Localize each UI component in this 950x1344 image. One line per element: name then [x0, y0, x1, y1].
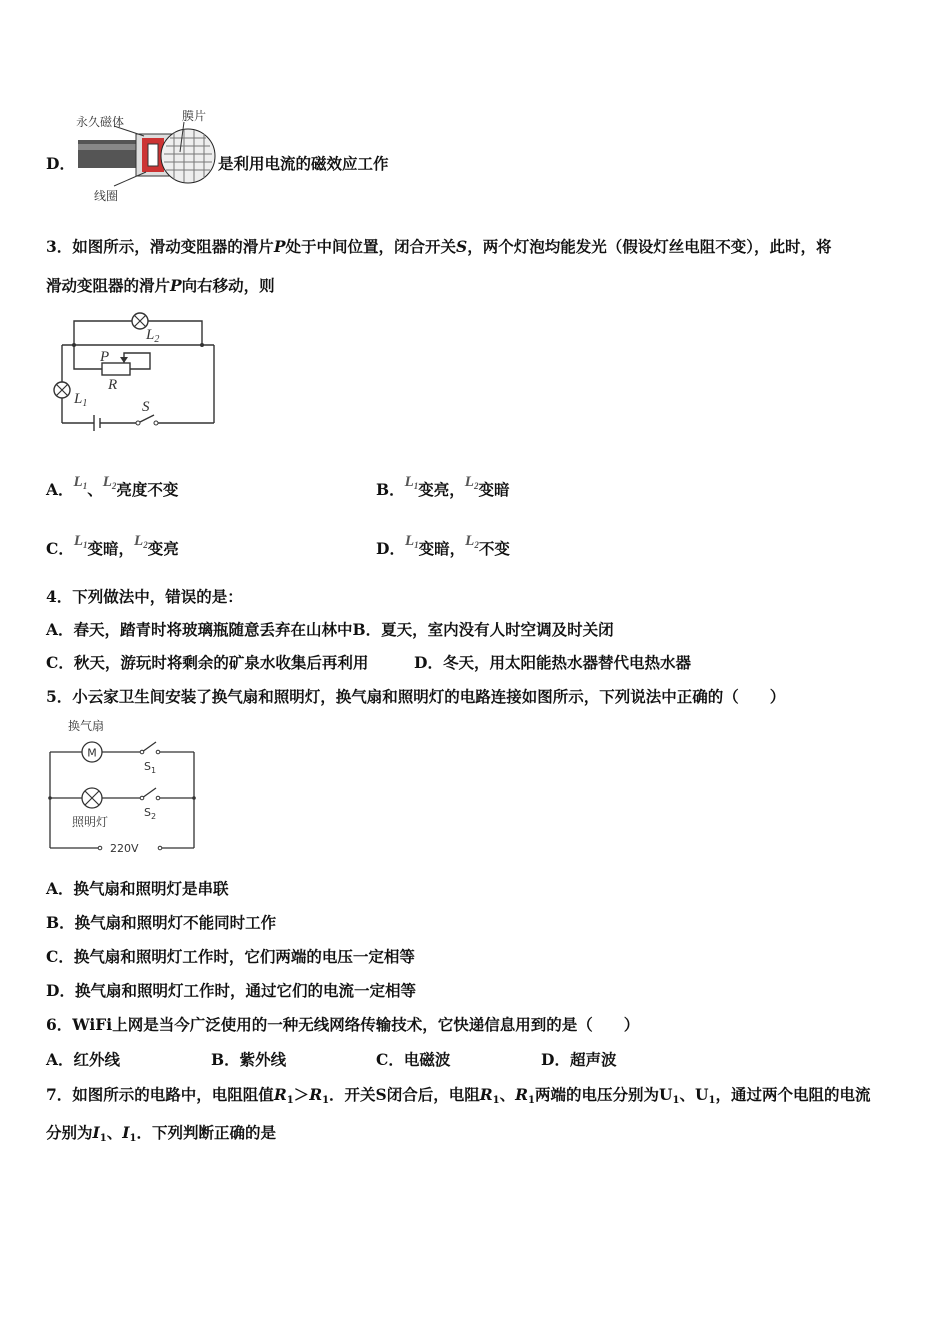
q6-option-c[interactable]: C．电磁波: [376, 1050, 451, 1069]
svg-text:220V: 220V: [110, 842, 139, 855]
q3-circuit-diagram: [46, 305, 226, 440]
q6-option-a[interactable]: A．红外线: [46, 1050, 121, 1069]
q5-circuit-diagram: [46, 712, 206, 860]
q5-option-c[interactable]: C．换气扇和照明灯工作时，它们两端的电压一定相等: [46, 947, 415, 966]
q2-option-d-letter: D．: [46, 154, 75, 173]
q3-option-b[interactable]: B．$L_1$变亮，$L_2$变暗: [376, 474, 510, 499]
q2-option-d-text: 是利用电流的磁效应工作: [218, 154, 389, 173]
label-diaphragm: 膜片: [182, 109, 207, 123]
svg-text:换气扇: 换气扇: [68, 719, 105, 733]
svg-text:P: P: [100, 349, 110, 365]
q3-option-c[interactable]: C．$L_1$变暗，$L_2$变亮: [46, 533, 179, 558]
microphone-figure: [74, 100, 219, 205]
svg-text:照明灯: 照明灯: [72, 815, 109, 829]
q4-option-c[interactable]: C．秋天，游玩时将剩余的矿泉水收集后再利用: [46, 653, 369, 672]
label-magnet: 永久磁体: [76, 115, 125, 129]
q3-line-2: 滑动变阻器的滑片P向右移动，则: [46, 276, 275, 295]
q7-line-1: 7．如图所示的电路中，电阻阻值$R_1>R_1$．开关S闭合后，电阻$R_1$、$R_1$两端的电压分别为$U_1$、$U_1$，通过两个电阻的电流: [46, 1085, 871, 1106]
svg-text:L1: $L_1$: [74, 391, 88, 409]
svg-text:S2: $S_2$: [144, 806, 157, 821]
diaphragm-shape: [161, 129, 215, 183]
q4-option-d[interactable]: D．冬天，用太阳能热水器替代电热水器: [414, 653, 691, 672]
q3-option-d[interactable]: D．$L_1$变暗，$L_2$不变: [376, 533, 510, 558]
q4-stem: 4．下列做法中，错误的是：: [46, 587, 243, 606]
q5-stem: 5．小云家卫生间安装了换气扇和照明灯，换气扇和照明灯的电路连接如图所示，下列说法中正确的（ ）: [46, 687, 786, 706]
q6-stem: 6．WiFi上网是当今广泛使用的一种无线网络传输技术，它快递信息用到的是（ ）: [46, 1015, 640, 1034]
q6-option-b[interactable]: B．紫外线: [211, 1050, 287, 1069]
q7-line-2: 分别为$I_1$、$I_1$．下列判断正确的是: [46, 1123, 277, 1144]
label-coil: 线圈: [94, 189, 119, 203]
svg-text:R: R: [108, 377, 118, 393]
svg-text:S1: $S_1$: [144, 760, 157, 775]
svg-text:L2: $L_2$: [146, 327, 160, 345]
q4-options-ab[interactable]: A．春天，踏青时将玻璃瓶随意丢弃在山林中B．夏天，室内没有人时空调及时关闭: [46, 620, 614, 639]
q5-option-d[interactable]: D．换气扇和照明灯工作时，通过它们的电流一定相等: [46, 981, 416, 1000]
svg-text:S: S: [142, 399, 150, 415]
q3-line-1: 3．如图所示，滑动变阻器的滑片P处于中间位置，闭合开关S，两个灯泡均能发光（假设灯丝电阻不变），此时，将: [46, 237, 832, 256]
q3-option-a[interactable]: A．$L_1$、$L_2$亮度不变: [46, 474, 179, 499]
svg-text:M: M: [87, 746, 97, 760]
q6-option-d[interactable]: D．超声波: [541, 1050, 617, 1069]
q5-option-b[interactable]: B．换气扇和照明灯不能同时工作: [46, 913, 277, 932]
q5-option-a[interactable]: A．换气扇和照明灯是串联: [46, 879, 229, 898]
